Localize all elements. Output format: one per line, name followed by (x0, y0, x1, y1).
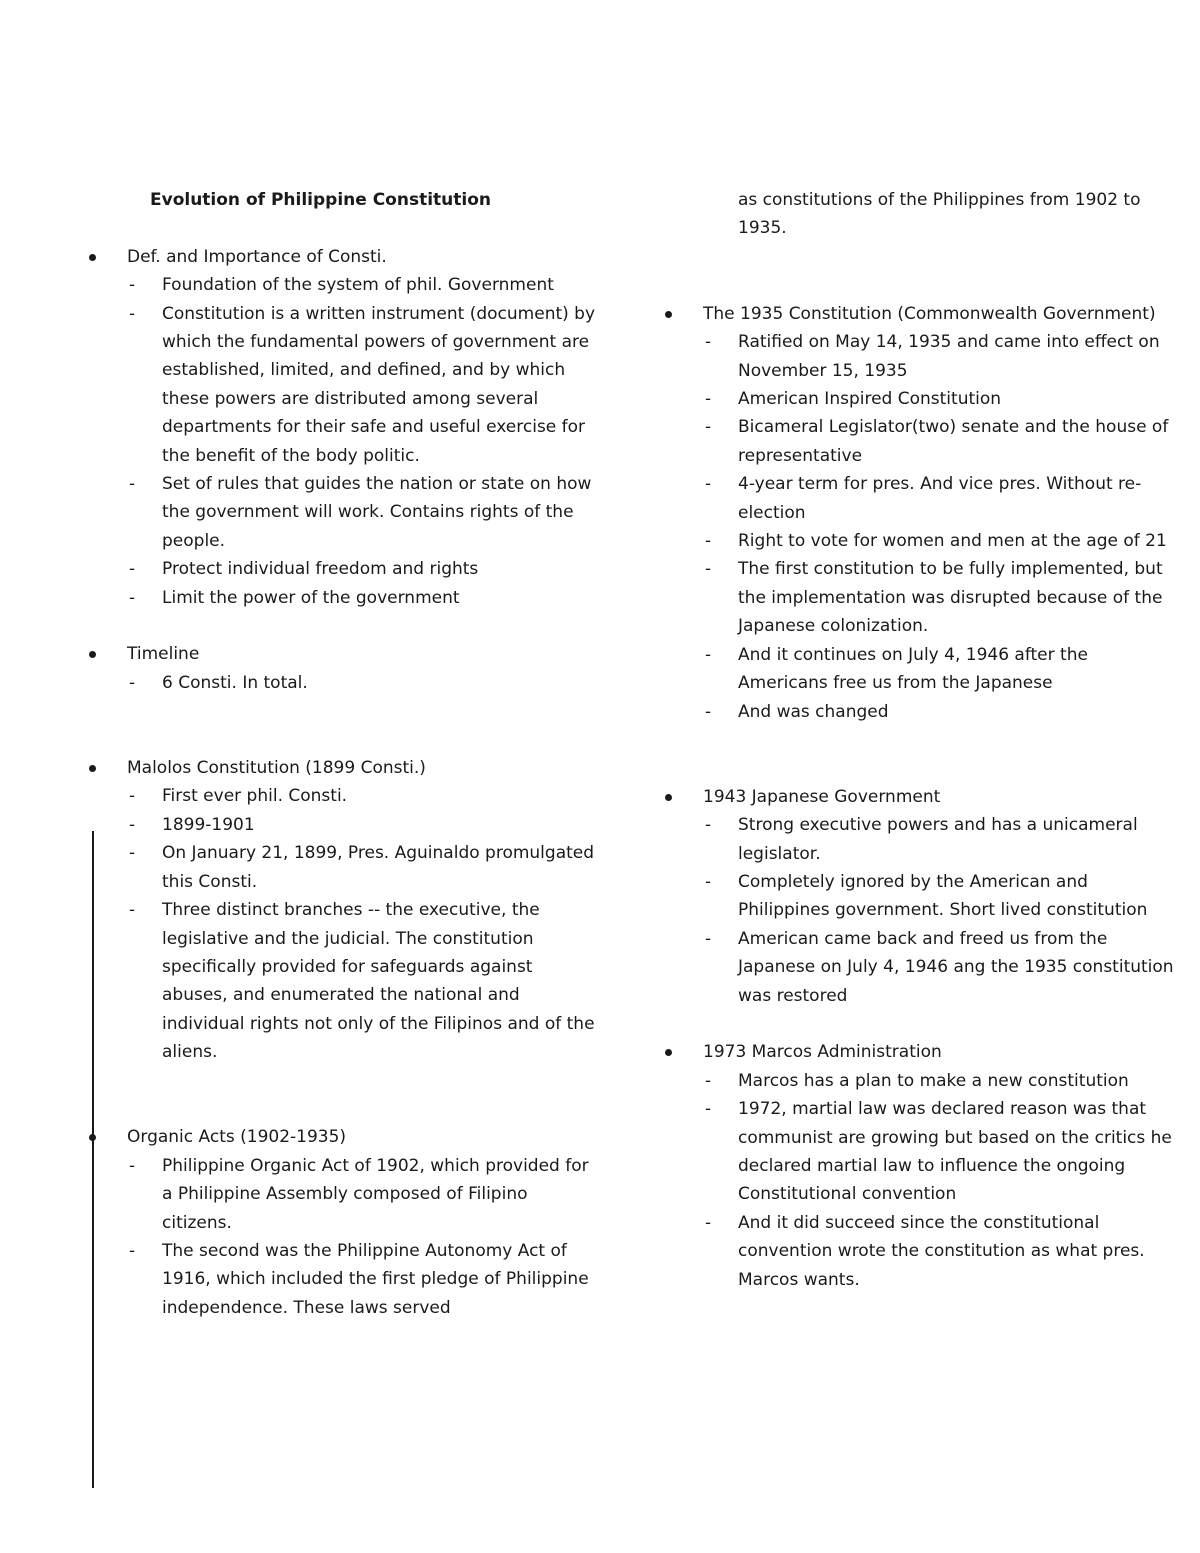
bullet-icon (89, 254, 96, 261)
list-item: - Bicameral Legislator(two) senate and the house of representative (705, 417, 1169, 466)
page-title: Evolution of Philippine Constitution (150, 190, 492, 210)
list-item: - American came back and freed us from the Japanese on July 4, 1946 ang the 1935 constitution was restored (705, 928, 1174, 1006)
list-item: - Limit the power of the government (129, 587, 460, 608)
bullet-icon (665, 311, 672, 318)
list-item: - Three distinct branches -- the executive, the legislative and the judicial. The constitution specifically provided for safeguards against abuses, and enumerated the national and individual rights not only of the Filipinos and of the aliens. (129, 900, 595, 1063)
section-heading: 1973 Marcos Administration (703, 1042, 942, 1063)
list-item: - And it continues on July 4, 1946 after the Americans free us from the Japanese (705, 644, 1088, 694)
section-heading: Malolos Constitution (1899 Consti.) (127, 758, 426, 779)
list-item: - First ever phil. Consti. (129, 786, 348, 807)
list-item: - Completely ignored by the American and Philippines government. Short lived constitution (705, 871, 1148, 921)
list-item: - Ratified on May 14, 1935 and came into effect on November 15, 1935 (705, 332, 1160, 381)
section-malolos (0, 754, 600, 1066)
list-item: - Set of rules that guides the nation or state on how the government will work. Contains rights of the people. (129, 474, 592, 551)
continued-text: as constitutions of the Philippines from 1902 to 1935. (738, 190, 1141, 239)
bullet-icon (89, 765, 96, 772)
list-item: - 4-year term for pres. And vice pres. Without re-election (705, 474, 1142, 523)
list-item: - 6 Consti. In total. (129, 672, 308, 693)
list-item: - American Inspired Constitution (705, 389, 1002, 410)
list-item: - The second was the Philippine Autonomy Act of 1916, which included the first pledge of Philippine independence. These laws served (129, 1240, 589, 1318)
bullet-icon (89, 1134, 96, 1141)
list-item: - And it did succeed since the constitutional convention wrote the constitution as what pres. Marcos wants. (705, 1212, 1145, 1290)
section-heading: 1943 Japanese Government (703, 786, 941, 807)
list-item: - 1899-1901 (129, 814, 255, 835)
list-item: - Right to vote for women and men at the age of 21 (705, 531, 1167, 552)
section-1973-marcos (660, 1038, 1180, 1294)
section-heading: The 1935 Constitution (Commonwealth Government) (703, 303, 1156, 324)
section-1935-constitution (660, 300, 1180, 726)
list-item: - Philippine Organic Act of 1902, which provided for a Philippine Assembly composed of Filipino citizens. (129, 1155, 589, 1233)
left-column (0, 186, 600, 1322)
section-heading: Timeline (127, 644, 200, 665)
bullet-icon (89, 651, 96, 658)
list-item: - And was changed (705, 701, 889, 722)
section-definition (0, 243, 600, 612)
list-item: - On January 21, 1899, Pres. Aguinaldo promulgated this Consti. (129, 843, 595, 892)
section-heading: Def. and Importance of Consti. (127, 246, 387, 267)
section-organic-acts (0, 1123, 600, 1322)
right-column (660, 186, 1180, 1294)
list-item: - Strong executive powers and has a unicameral legislator. (705, 815, 1138, 864)
list-item: - Constitution is a written instrument (document) by which the fundamental powers of government are established, limited, and defined, and by which these powers are distributed among several departments for their safe and useful exercise for the benefit of the body politic. (129, 303, 596, 466)
list-item: - The first constitution to be fully implemented, but the implementation was disrupted because of the Japanese colonization. (705, 559, 1163, 637)
list-item: - Marcos has a plan to make a new constitution (705, 1070, 1129, 1091)
list-item: - Foundation of the system of phil. Government (129, 275, 554, 296)
section-timeline (0, 640, 600, 697)
list-item: - Protect individual freedom and rights (129, 559, 479, 580)
section-1943-japanese (660, 783, 1180, 1010)
bullet-icon (665, 794, 672, 801)
list-item: - 1972, martial law was declared reason was that communist are growing but based on the critics he declared martial law to influence the ongoing Constitutional convention (705, 1099, 1172, 1205)
bullet-icon (665, 1049, 672, 1056)
section-heading: Organic Acts (1902-1935) (127, 1127, 347, 1148)
